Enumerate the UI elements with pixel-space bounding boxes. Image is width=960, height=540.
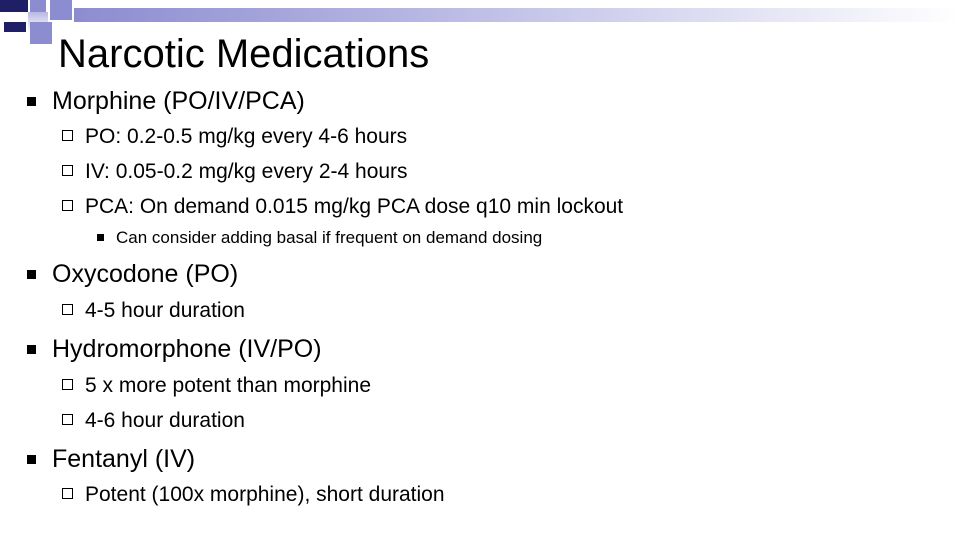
hollow-square-bullet-icon: [62, 200, 73, 211]
small-square-bullet-icon: [97, 234, 104, 241]
header-square-light: [30, 22, 52, 44]
header-square-light: [50, 0, 72, 20]
filled-square-bullet-icon: [27, 97, 36, 106]
hollow-square-bullet-icon: [62, 488, 73, 499]
hollow-square-bullet-icon: [62, 414, 73, 425]
hollow-square-bullet-icon: [62, 130, 73, 141]
slide-title: Narcotic Medications: [58, 32, 430, 76]
bullet-morphine: Morphine (PO/IV/PCA): [52, 87, 305, 115]
sub-bullet-morphine-pca: PCA: On demand 0.015 mg/kg PCA dose q10 min lockout: [85, 195, 624, 218]
sub-bullet-morphine-po: PO: 0.2-0.5 mg/kg every 4-6 hours: [85, 125, 408, 148]
header-square-dark: [4, 22, 26, 32]
header-square-light: [30, 0, 46, 12]
sub-bullet-hydromorphone-duration: 4-6 hour duration: [85, 409, 245, 432]
header-square-dark: [0, 0, 28, 12]
bullet-oxycodone: Oxycodone (PO): [52, 260, 239, 288]
filled-square-bullet-icon: [27, 345, 36, 354]
bullet-fentanyl: Fentanyl (IV): [52, 445, 196, 473]
header-gradient-bar: [74, 8, 960, 22]
hollow-square-bullet-icon: [62, 379, 73, 390]
hollow-square-bullet-icon: [62, 304, 73, 315]
sub-bullet-hydromorphone-potency: 5 x more potent than morphine: [85, 374, 372, 397]
sub-sub-bullet-basal: Can consider adding basal if frequent on demand dosing: [116, 228, 543, 247]
filled-square-bullet-icon: [27, 455, 36, 464]
filled-square-bullet-icon: [27, 270, 36, 279]
sub-bullet-fentanyl-potency: Potent (100x morphine), short duration: [85, 483, 445, 506]
bullet-hydromorphone: Hydromorphone (IV/PO): [52, 335, 322, 363]
sub-bullet-morphine-iv: IV: 0.05-0.2 mg/kg every 2-4 hours: [85, 160, 408, 183]
hollow-square-bullet-icon: [62, 165, 73, 176]
sub-bullet-oxycodone-duration: 4-5 hour duration: [85, 299, 245, 322]
